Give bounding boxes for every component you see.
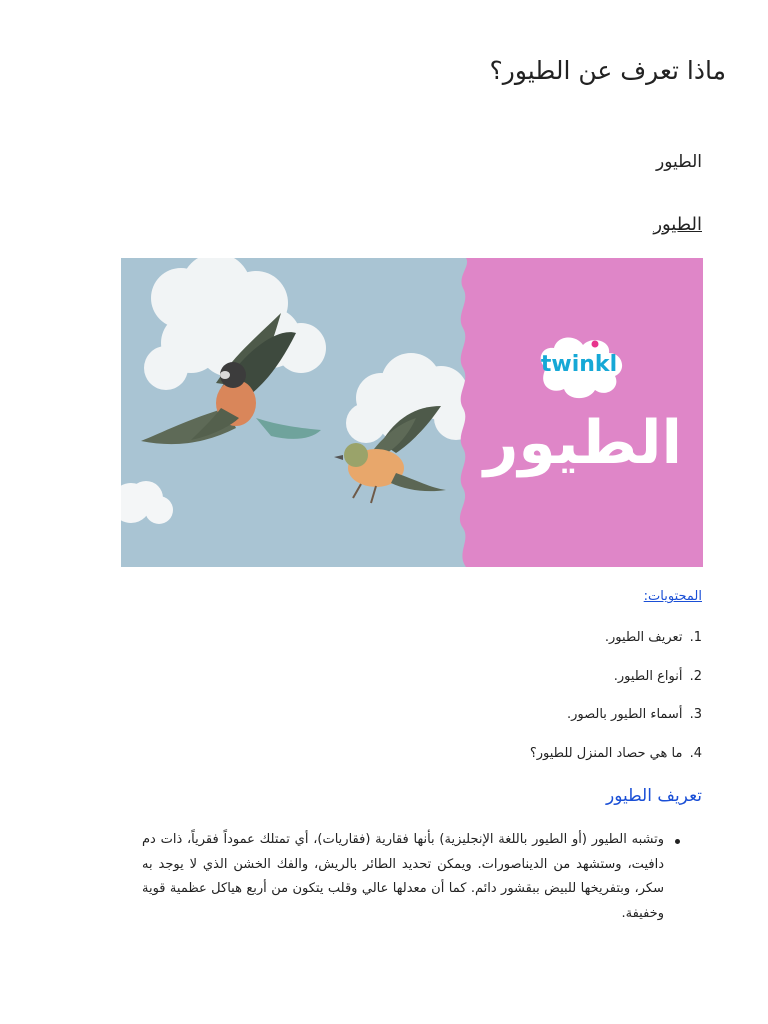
toc-item-number: 3. [689,707,702,722]
definition-list [142,828,702,926]
toc-item-number: 1. [689,630,702,645]
bullet-dot-icon [675,839,680,844]
hero-image [121,258,703,567]
page-subtitle: الطيور [656,152,702,172]
svg-text:twinkl: twinkl [540,352,618,377]
toc-item-names [302,707,702,746]
toc-item-label: أنواع الطيور. [613,668,683,684]
toc-item-types [302,669,702,708]
toc-item-number: 4. [689,745,702,761]
toc-link[interactable]: المحتويات: [643,589,702,604]
toc-item-definition [302,630,702,669]
definition-paragraph [142,828,702,926]
definition-text: وتشبه الطيور (أو الطيور باللغة الإنجليزية) بأنها فقارية (فقاريات)، أي تمتلك عموداً فقرياً، ذات دم دافيت، وستشهد من الديناصورات. ويمكن تحديد الطائر بالريش، والفك الخشن الذي لا يوجد به سكر، وبتفريخها للبيض ببقشور دائم. كما أن معدلها عالي وقلب يتكون من أربع هياكل عظمية قوية وخفيفة. [142,832,664,921]
toc-item-harvest [302,746,702,785]
hero-banner-text: الطيور [483,408,683,478]
toc-item-label: أسماء الطيور بالصور. [566,707,683,722]
section-link-birds[interactable]: الطيور [653,214,702,235]
toc-item-number: 2. [689,668,702,684]
toc-list [302,630,702,784]
section-heading-definition: تعريف الطيور [605,786,702,806]
page-title: ماذا تعرف عن الطيور؟ [489,56,726,85]
toc-item-label: تعريف الطيور. [604,630,683,645]
toc-item-label: ما هي حصاد المنزل للطيور؟ [529,745,683,761]
